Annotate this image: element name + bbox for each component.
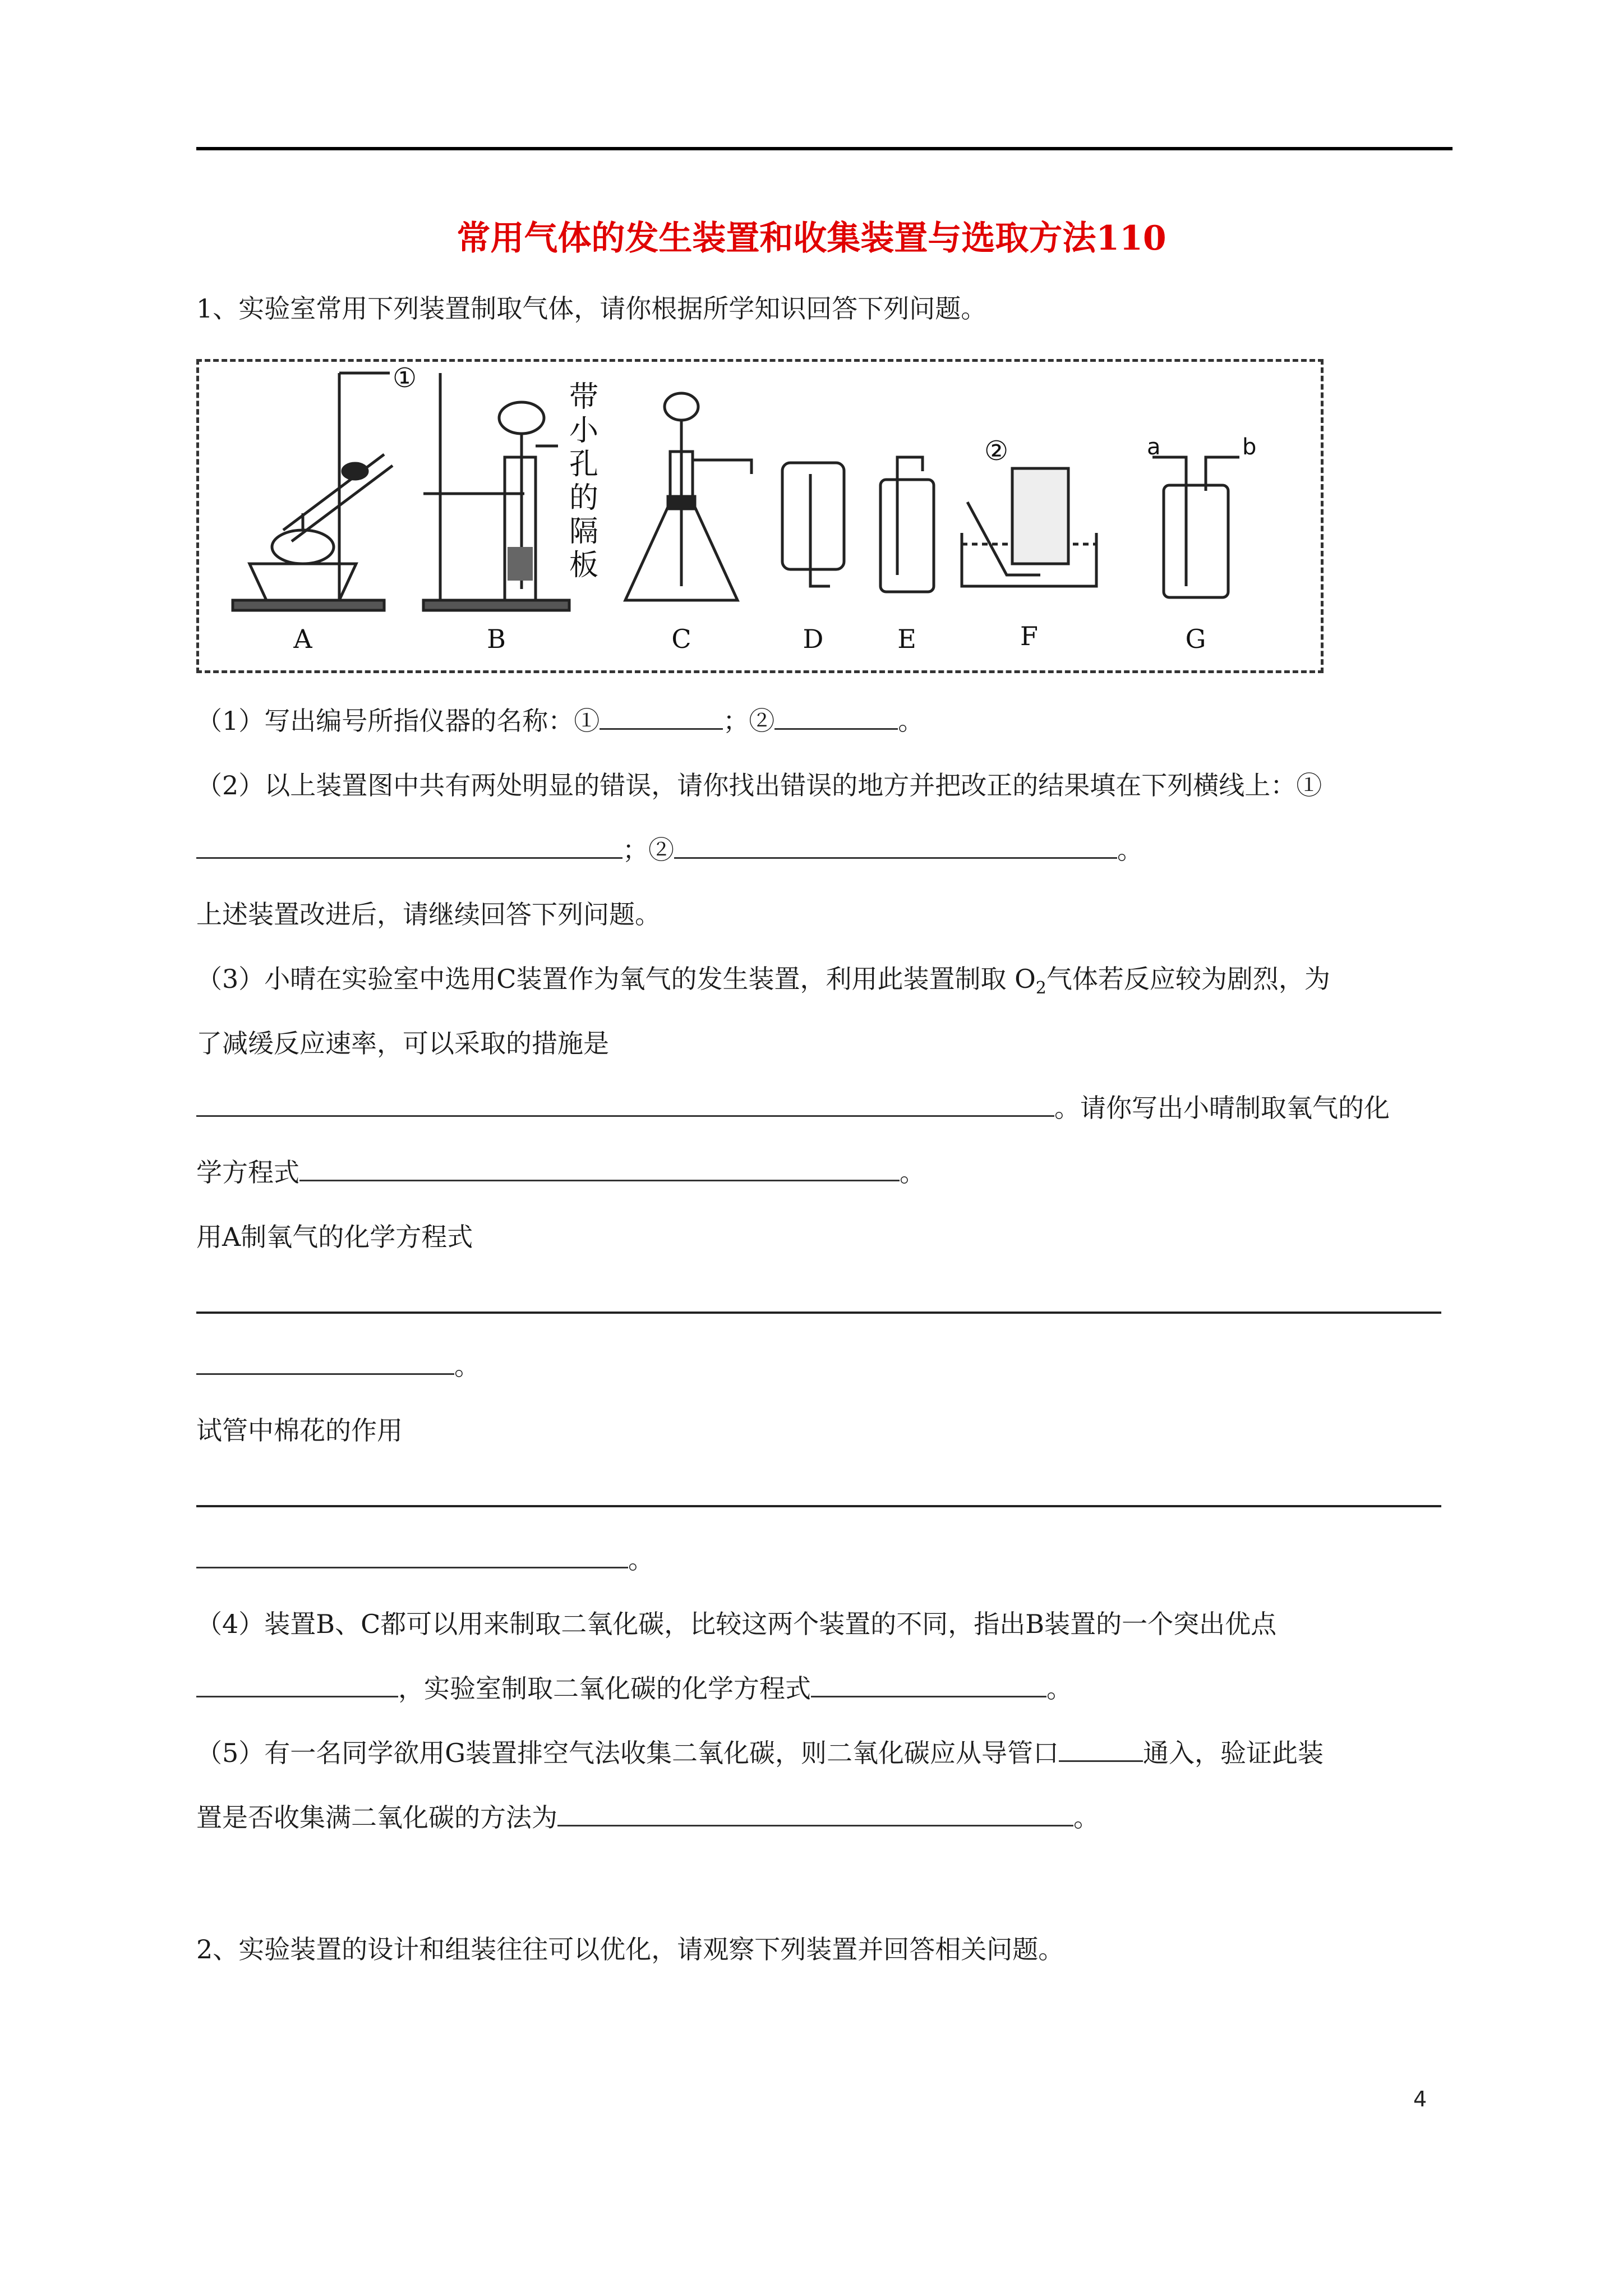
cotton-end: 。 <box>628 1544 654 1575</box>
question1-part5 <box>196 1733 1324 1773</box>
part3-line4-end: 。 <box>900 1157 925 1188</box>
part2-end: 。 <box>1117 835 1143 865</box>
pipe-b-label: b <box>1242 434 1257 460</box>
question1-intro: 1、实验室常用下列装置制取气体，请你根据所学知识回答下列问题。 <box>196 293 987 324</box>
part5-mid: 通入，验证此装 <box>1143 1738 1324 1768</box>
label-g: G <box>1185 624 1206 654</box>
partition-char-3: 孔 <box>569 448 599 481</box>
page-title: 常用气体的发生装置和收集装置与选取方法110 <box>457 219 1166 258</box>
answer-blank-2b[interactable] <box>674 831 1117 859</box>
answer-blank-1b[interactable] <box>774 702 898 730</box>
answer-blank-cotton[interactable] <box>196 1541 628 1568</box>
apparatus-f <box>962 468 1096 586</box>
answer-rule-a-equation[interactable] <box>196 1312 1441 1314</box>
question1-part1 <box>196 701 924 740</box>
part1-text: （1）写出编号所指仪器的名称：① <box>196 706 600 736</box>
answer-blank-2a[interactable] <box>196 831 623 859</box>
answer-blank-4b[interactable] <box>811 1670 1046 1697</box>
part3-subscript: 2 <box>1035 978 1046 999</box>
apparatus-figure <box>196 359 1324 673</box>
partition-char-2: 小 <box>569 414 599 448</box>
header-rule <box>196 147 1453 150</box>
cotton-line2 <box>196 1540 654 1579</box>
cotton-label: 试管中棉花的作用 <box>196 1415 403 1446</box>
marker-2: ② <box>984 435 1009 467</box>
apparatus-g <box>1152 457 1239 597</box>
question1-part2-answers <box>196 830 1143 869</box>
partition-char-6: 板 <box>569 549 599 582</box>
apparatus-d <box>782 463 844 586</box>
partition-char-1: 带 <box>569 380 599 414</box>
part5-end: 。 <box>1073 1802 1099 1833</box>
answer-blank-a-equation[interactable] <box>196 1347 454 1375</box>
part3-line3-end: 。请你写出小晴制取氧气的化 <box>1054 1093 1390 1123</box>
answer-blank-3b[interactable] <box>299 1154 900 1181</box>
label-d: D <box>803 624 824 654</box>
answer-blank-3a[interactable] <box>196 1089 1054 1117</box>
question1-part3-line2: 了减缓反应速率，可以采取的措施是 <box>196 1028 609 1059</box>
question1-part5-line2 <box>196 1798 1099 1837</box>
question1-part4: （4）装置B、C都可以用来制取二氧化碳，比较这两个装置的不同，指出B装置的一个突出优点 <box>196 1609 1277 1639</box>
page-number: 4 <box>1413 2087 1427 2111</box>
apparatus-b <box>423 373 569 610</box>
question1-part3-line3 <box>196 1088 1390 1128</box>
label-c: C <box>671 624 691 654</box>
label-f: F <box>1020 621 1038 651</box>
label-a: A <box>293 624 312 654</box>
after-fix-text: 上述装置改进后，请继续回答下列问题。 <box>196 899 661 930</box>
question1-part3-line1 <box>196 959 1330 1008</box>
part2-sep: ；② <box>623 835 674 865</box>
apparatus-c <box>625 393 751 600</box>
partition-char-5: 隔 <box>569 515 599 549</box>
answer-rule-cotton[interactable] <box>196 1505 1441 1507</box>
question1-part3-line4 <box>196 1153 925 1192</box>
apparatus-e <box>880 457 934 592</box>
part3-line1-a: （3）小晴在实验室中选用C装置作为氧气的发生装置，利用此装置制取 O <box>196 964 1036 994</box>
partition-note <box>569 380 599 582</box>
answer-blank-5a[interactable] <box>1059 1734 1143 1762</box>
part5-line2: 置是否收集满二氧化碳的方法为 <box>196 1802 557 1833</box>
answer-blank-1a[interactable] <box>600 702 723 730</box>
part1-sep: ；② <box>723 706 775 736</box>
question1-part4-line2 <box>196 1669 1072 1708</box>
label-b: B <box>487 624 506 654</box>
question1-part2: （2）以上装置图中共有两处明显的错误，请你找出错误的地方并把改正的结果填在下列横线上：① <box>196 770 1322 800</box>
part4-mid: ，实验室制取二氧化碳的化学方程式 <box>398 1673 811 1704</box>
answer-blank-4a[interactable] <box>196 1670 398 1697</box>
apparatus-diagram <box>199 362 1321 670</box>
part3-line1-b: 气体若反应较为剧烈，为 <box>1046 964 1330 994</box>
apparatus-a <box>233 373 393 610</box>
part5-text: （5）有一名同学欲用G装置排空气法收集二氧化碳，则二氧化碳应从导管口 <box>196 1738 1059 1768</box>
part3-line4-a: 学方程式 <box>196 1157 299 1188</box>
pipe-a-label: a <box>1147 434 1161 460</box>
partition-char-4: 的 <box>569 481 599 515</box>
marker-1: ① <box>393 362 417 394</box>
answer-blank-5b[interactable] <box>557 1799 1073 1826</box>
part1-end: 。 <box>898 706 924 736</box>
question2-intro: 2、实验装置的设计和组装往往可以优化，请观察下列装置并回答相关问题。 <box>196 1934 1064 1964</box>
a-equation-line2 <box>196 1346 480 1386</box>
a-equation-label: 用A制氧气的化学方程式 <box>196 1222 473 1252</box>
label-e: E <box>897 624 916 654</box>
part4-end: 。 <box>1046 1673 1072 1704</box>
a-equation-end: 。 <box>454 1351 480 1381</box>
